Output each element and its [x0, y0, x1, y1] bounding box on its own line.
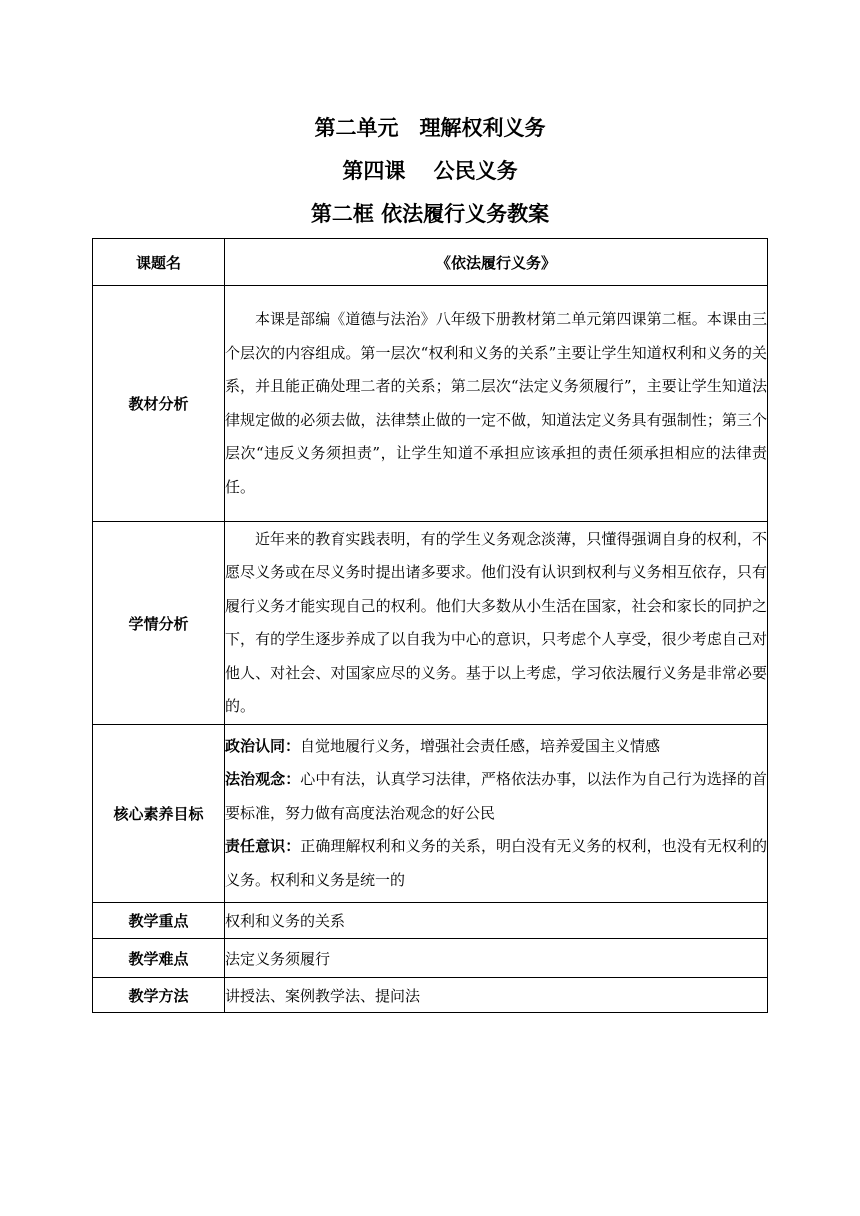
- literacy-cell: [225, 725, 768, 903]
- table-row-literacy: [93, 725, 768, 903]
- goal-legal-term: 法治观念：: [225, 770, 301, 789]
- students-cell: [225, 522, 768, 725]
- table-row-difficulty: [93, 939, 768, 978]
- goal-political-text: 自觉地履行义务，增强社会责任感，培养爱国主义情感: [300, 736, 661, 755]
- lesson-plan-table: [92, 238, 768, 1013]
- table-row-material: [93, 286, 768, 522]
- material-analysis-text: 本课是部编《道德与法治》八年级下册教材第二单元第四课第二框。本课由三个层次的内容组成。第一层次“权利和义务的关系”主要让学生知道权利和义务的关系，并且能正确处理二者的关系；第二层次“法定义务须履行”，主要让学生知道法律规定做的必须去做，法律禁止做的一定不做，知道法定义务具有强制性；第三个层次“违反义务须担责”，让学生知道不承担应该承担的责任须承担相应的法律责任。: [225, 310, 767, 496]
- material-label: 教材分析: [93, 286, 225, 522]
- goal-responsibility-term: 责任意识：: [225, 837, 301, 856]
- section-title: 第二框 依法履行义务教案: [310, 202, 550, 226]
- goal-legal: [225, 763, 767, 830]
- topic-label: 课题名: [93, 239, 225, 286]
- goal-responsibility-text: 正确理解权利和义务的关系，明白没有无义务的权利，也没有无权利的义务。权利和义务是统一的: [225, 837, 767, 889]
- methods-label: 教学方法: [93, 978, 225, 1013]
- student-analysis-text: 近年来的教育实践表明，有的学生义务观念淡薄，只懂得强调自身的权利，不愿尽义务或在尽义务时提出诸多要求。他们没有认识到权利与义务相互依存，只有履行义务才能实现自己的权利。他们大多数从小生活在国家，社会和家长的同护之下，有的学生逐步养成了以自我为中心的意识，只考虑个人享受，很少考虑自己对他人、对社会、对国家应尽的义务。基于以上考虑，学习依法履行义务是非常必要的。: [225, 529, 767, 715]
- focus-value: 权利和义务的关系: [225, 903, 768, 939]
- difficulty-label: 教学难点: [93, 939, 225, 978]
- goal-legal-text: 心中有法，认真学习法律，严格依法办事，以法作为自己行为选择的首要标准，努力做有高度法治观念的好公民: [225, 770, 767, 822]
- table-row-focus: [93, 903, 768, 939]
- goal-political: [225, 730, 767, 764]
- goal-political-term: 政治认同：: [225, 736, 301, 755]
- table-row-topic: [93, 239, 768, 286]
- difficulty-value: 法定义务须履行: [225, 939, 768, 978]
- topic-value: 《依法履行义务》: [225, 239, 768, 286]
- lesson-title: 第四课 公民义务: [342, 159, 518, 183]
- literacy-label: 核心素养目标: [93, 725, 225, 903]
- table-row-methods: [93, 978, 768, 1013]
- document-header: [0, 108, 860, 225]
- material-cell: [225, 286, 768, 522]
- goal-responsibility: [225, 830, 767, 897]
- students-label: 学情分析: [93, 522, 225, 725]
- unit-title: 第二单元 理解权利义务: [314, 116, 546, 140]
- methods-value: 讲授法、案例教学法、提问法: [225, 978, 768, 1013]
- focus-label: 教学重点: [93, 903, 225, 939]
- table-row-students: [93, 522, 768, 725]
